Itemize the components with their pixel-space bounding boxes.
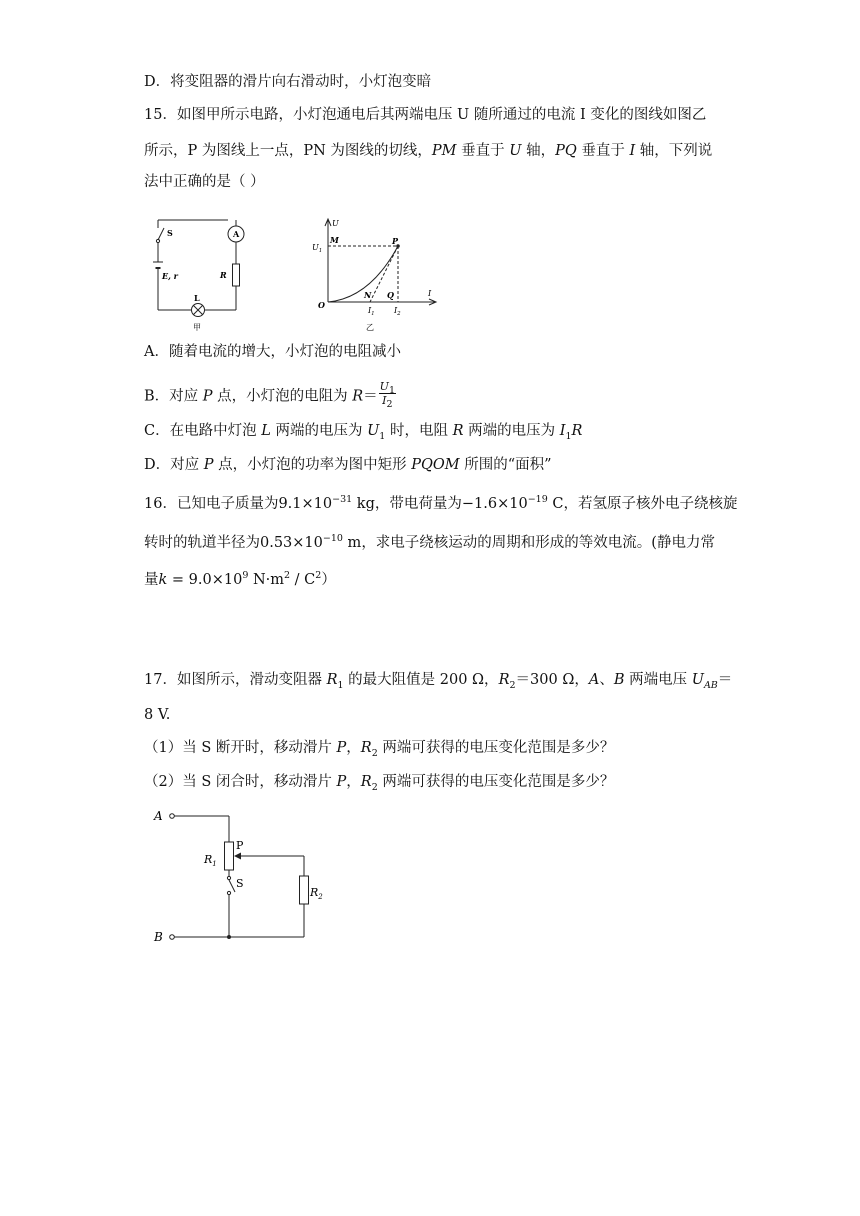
yi-axis-u: U <box>332 219 339 228</box>
yi-m: M <box>330 235 339 245</box>
yi-n: N <box>364 290 372 300</box>
q17-label-r2: $R_2$ <box>310 886 323 901</box>
option-b-fraction: $\frac{U_1}{I_2}$ <box>379 380 395 411</box>
yi-q: Q <box>387 290 394 300</box>
q15-option-c: C．在电路中灯泡 L 两端的电压为 $U_1$ 时，电阻 R 两端的电压为 $I_1R$ <box>144 423 583 442</box>
jia-label-er: E, r <box>162 271 178 281</box>
yi-i1: $I_1$ <box>368 306 375 317</box>
q17-line1: 17．如图所示，滑动变阻器 $R_1$ 的最大阻值是 200 Ω，$R_2=300$ Ω，A、B 两端电压 $U_{AB}=$ <box>144 672 733 691</box>
q17-sub1: （1）当 S 断开时，移动滑片 P，$R_2$ 两端可获得的电压变化范围是多少？ <box>144 740 615 759</box>
yi-u1: $U_1$ <box>312 243 323 254</box>
jia-label-l: L <box>194 293 200 303</box>
yi-i2: $I_2$ <box>394 306 401 317</box>
q17-label-r1: $R_1$ <box>204 853 217 868</box>
q15-stem-line1: 15．如图甲所示电路，小灯泡通电后其两端电压 U 随所通过的电流 I 变化的图线如图乙 <box>144 107 707 123</box>
q17-sub2: （2）当 S 闭合时，移动滑片 P，$R_2$ 两端可获得的电压变化范围是多少？ <box>144 774 615 793</box>
q17-line2: 8 V. <box>144 707 171 723</box>
q15-option-d: D．对应 P 点，小灯泡的功率为图中矩形 PQOM 所围的“面积” <box>144 457 552 473</box>
q15-stem-line2: 所示，P 为图线上一点，PN 为图线的切线，PM 垂直于 U 轴，PQ 垂直于 I 轴，下列说 <box>144 143 713 159</box>
q17-label-b: B <box>154 930 163 944</box>
q15-stem-line3: 法中正确的是（ ） <box>144 174 265 190</box>
yi-axis-i: I <box>428 289 432 298</box>
jia-caption: 甲 <box>193 323 201 332</box>
jia-label-s: S <box>167 228 173 238</box>
jia-label-a: A <box>233 229 240 239</box>
q17-figure-circuit <box>148 800 328 950</box>
q15-option-a: A．随着电流的增大，小灯泡的电阻减小 <box>144 344 401 360</box>
q15-figure-yi <box>308 212 440 338</box>
q16-line2: 转时的轨道半径为$0.53\times 10^{-10}$ m，求电子绕核运动的周期和形成的等效电流。(静电力常 <box>144 533 715 551</box>
q14-option-d: D．将变阻器的滑片向右滑动时，小灯泡变暗 <box>144 74 432 90</box>
q17-label-a: A <box>154 809 163 823</box>
q15-figure-jia <box>148 212 258 337</box>
q17-label-p: P <box>236 839 244 852</box>
q15-option-b: B．对应 P 点，小灯泡的电阻为 R＝ $\frac{U_1}{I_2}$ <box>144 380 395 411</box>
q17-label-s: S <box>236 877 244 890</box>
jia-label-r: R <box>220 270 227 280</box>
yi-p: P <box>392 236 399 246</box>
yi-caption: 乙 <box>366 323 374 332</box>
yi-origin: O <box>318 300 325 310</box>
q16-line3: 量$k = 9.0\times 10^9$ $N\cdot m^2 / C^2$） <box>144 570 336 588</box>
q16-line1: 16．已知电子质量为$9.1\times 10^{-31}$ kg，带电荷量为$-1.6\times 10^{-19}$ C，若氢原子核外电子绕核旋 <box>144 494 738 512</box>
